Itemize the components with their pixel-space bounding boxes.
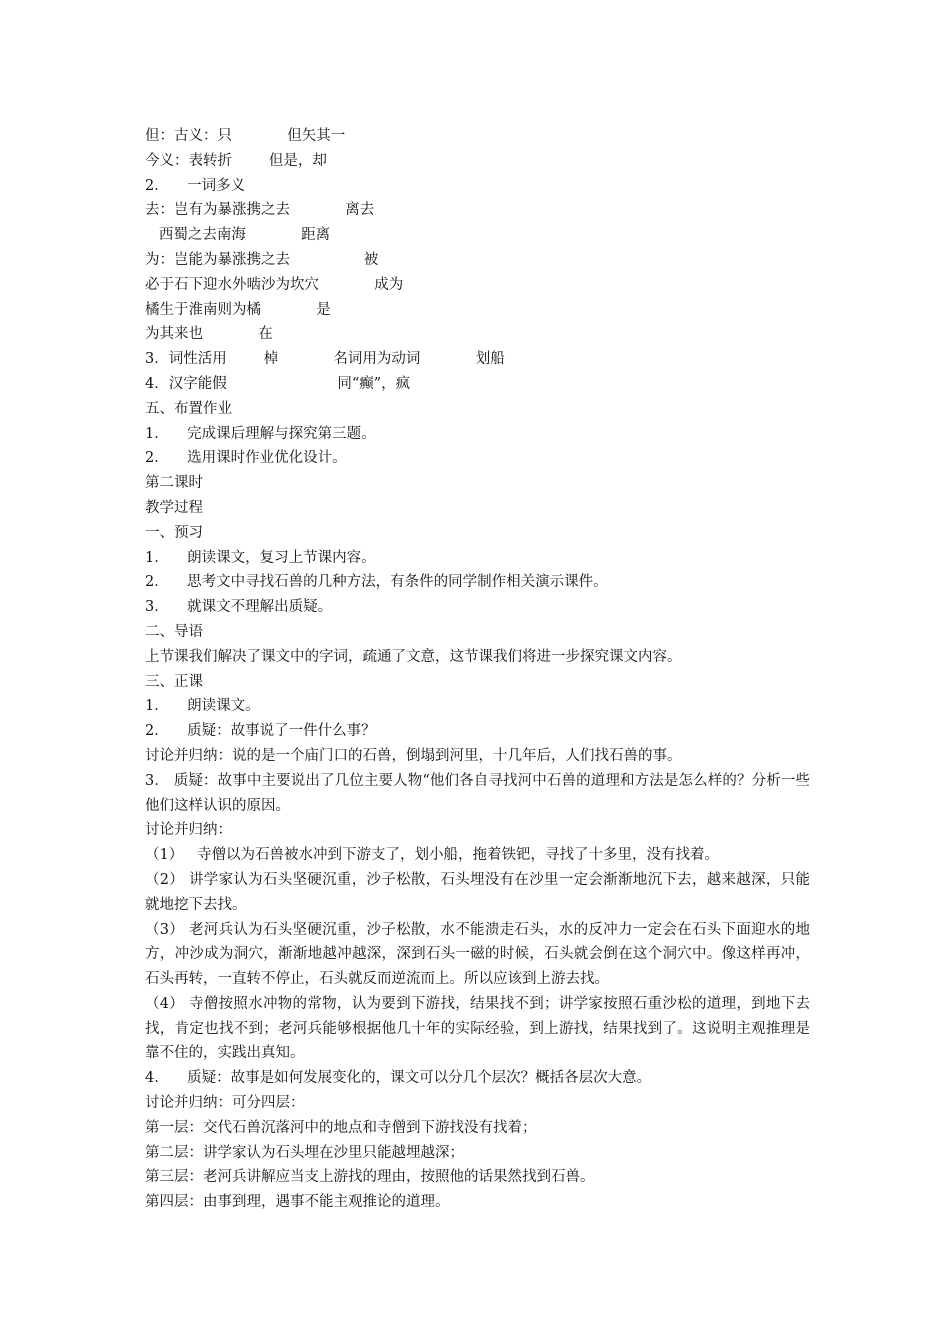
section-heading: 教学过程	[145, 499, 203, 516]
text-line: 2． 思考文中寻找石兽的几种方法，有条件的同学制作相关演示课件。	[145, 574, 608, 591]
text-line: 2． 选用课时作业优化设计。	[145, 450, 347, 467]
text-line: 4．汉字能假 同“癫”，疯	[145, 375, 411, 392]
text-line: 讨论并归纳：可分四层：	[145, 1095, 305, 1112]
text-line: 3．词性活用 棹 名词用为动词 划船	[145, 351, 505, 368]
text-line: 1． 朗读课文，复习上节课内容。	[145, 549, 376, 566]
text-line: 西蜀之去南海 距离	[145, 227, 331, 244]
text-line: 今义：表转折 但是，却	[145, 152, 327, 169]
text-line: 讨论并归纳：说的是一个庙门口的石兽，倒塌到河里，十几年后，人们找石兽的事。	[145, 747, 682, 764]
text-line: 但：古义：只 但矢其一	[145, 128, 346, 144]
text-line: 去：岂有为暴涨携之去 离去	[145, 202, 375, 219]
text-line: 2． 质疑：故事说了一件什么事？	[145, 723, 376, 740]
paragraph: 3． 质疑：故事中主要说出了几位主要人物“他们各自寻找河中石兽的道理和方法是怎么样的？分析一些他们这样认识的原因。	[145, 772, 810, 814]
text-line: 2． 一词多义	[145, 177, 246, 194]
text-line: 1． 完成课后理解与探究第三题。	[145, 425, 376, 442]
text-line: 第三层：老河兵讲解应当支上游找的理由，按照他的话果然找到石兽。	[145, 1169, 595, 1186]
text-line: 3． 就课文不理解出质疑。	[145, 599, 333, 616]
paragraph: （2） 讲学家认为石头坚硬沉重，沙子松散，石头埋没有在沙里一定会渐渐地沉下去，越来越深，只能就地挖下去找。	[145, 871, 810, 913]
text-line: 必于石下迎水外啮沙为坎穴 成为	[145, 276, 404, 293]
text-line: 4． 质疑：故事是如何发展变化的，课文可以分几个层次？概括各层次大意。	[145, 1070, 652, 1087]
paragraph: （4） 寺僧按照水冲物的常物，认为要到下游找，结果找不到；讲学家按照石重沙松的道理，到地下去找，肯定也找不到；老河兵能够根据他几十年的实际经验，到上游找，结果找到了。这说明主观推理是靠不住的，实践出真知。	[145, 995, 810, 1062]
section-heading: 五、布置作业	[145, 400, 232, 417]
document-body	[145, 124, 810, 1215]
section-heading: 一、预习	[145, 524, 203, 541]
text-line: 第四层：由事到理，遇事不能主观推论的道理。	[145, 1194, 450, 1211]
text-line: 上节课我们解决了课文中的字词，疏通了文意，这节课我们将进一步探究课文内容。	[145, 648, 682, 665]
text-line: 讨论并归纳：	[145, 822, 232, 839]
section-heading: 三、正课	[145, 673, 203, 690]
text-line: 为其来也 在	[145, 326, 273, 343]
text-line: （1） 寺僧以为石兽被水冲到下游支了，划小船，拖着铁钯，寻找了十多里，没有找着。	[145, 847, 720, 864]
section-heading: 二、导语	[145, 623, 203, 640]
text-line: 为：岂能为暴涨携之去 被	[145, 251, 379, 268]
text-line: 第二层：讲学家认为石头埋在沙里只能越埋越深；	[145, 1144, 464, 1161]
text-line: 1． 朗读课文。	[145, 698, 260, 715]
text-line: 第一层：交代石兽沉落河中的地点和寺僧到下游找没有找着；	[145, 1119, 537, 1136]
section-heading: 第二课时	[145, 475, 203, 492]
text-line: 橘生于淮南则为橘 是	[145, 301, 331, 318]
paragraph: （3） 老河兵认为石头坚硬沉重，沙子松散，水不能溃走石头，水的反冲力一定会在石头下面迎水的地方，冲沙成为洞穴，渐渐地越冲越深，深到石头一磁的时候，石头就会倒在这个洞穴中。像这样再冲，石头再转，一直转不停止，石头就反而逆流而上。所以应该到上游去找。	[145, 921, 810, 988]
